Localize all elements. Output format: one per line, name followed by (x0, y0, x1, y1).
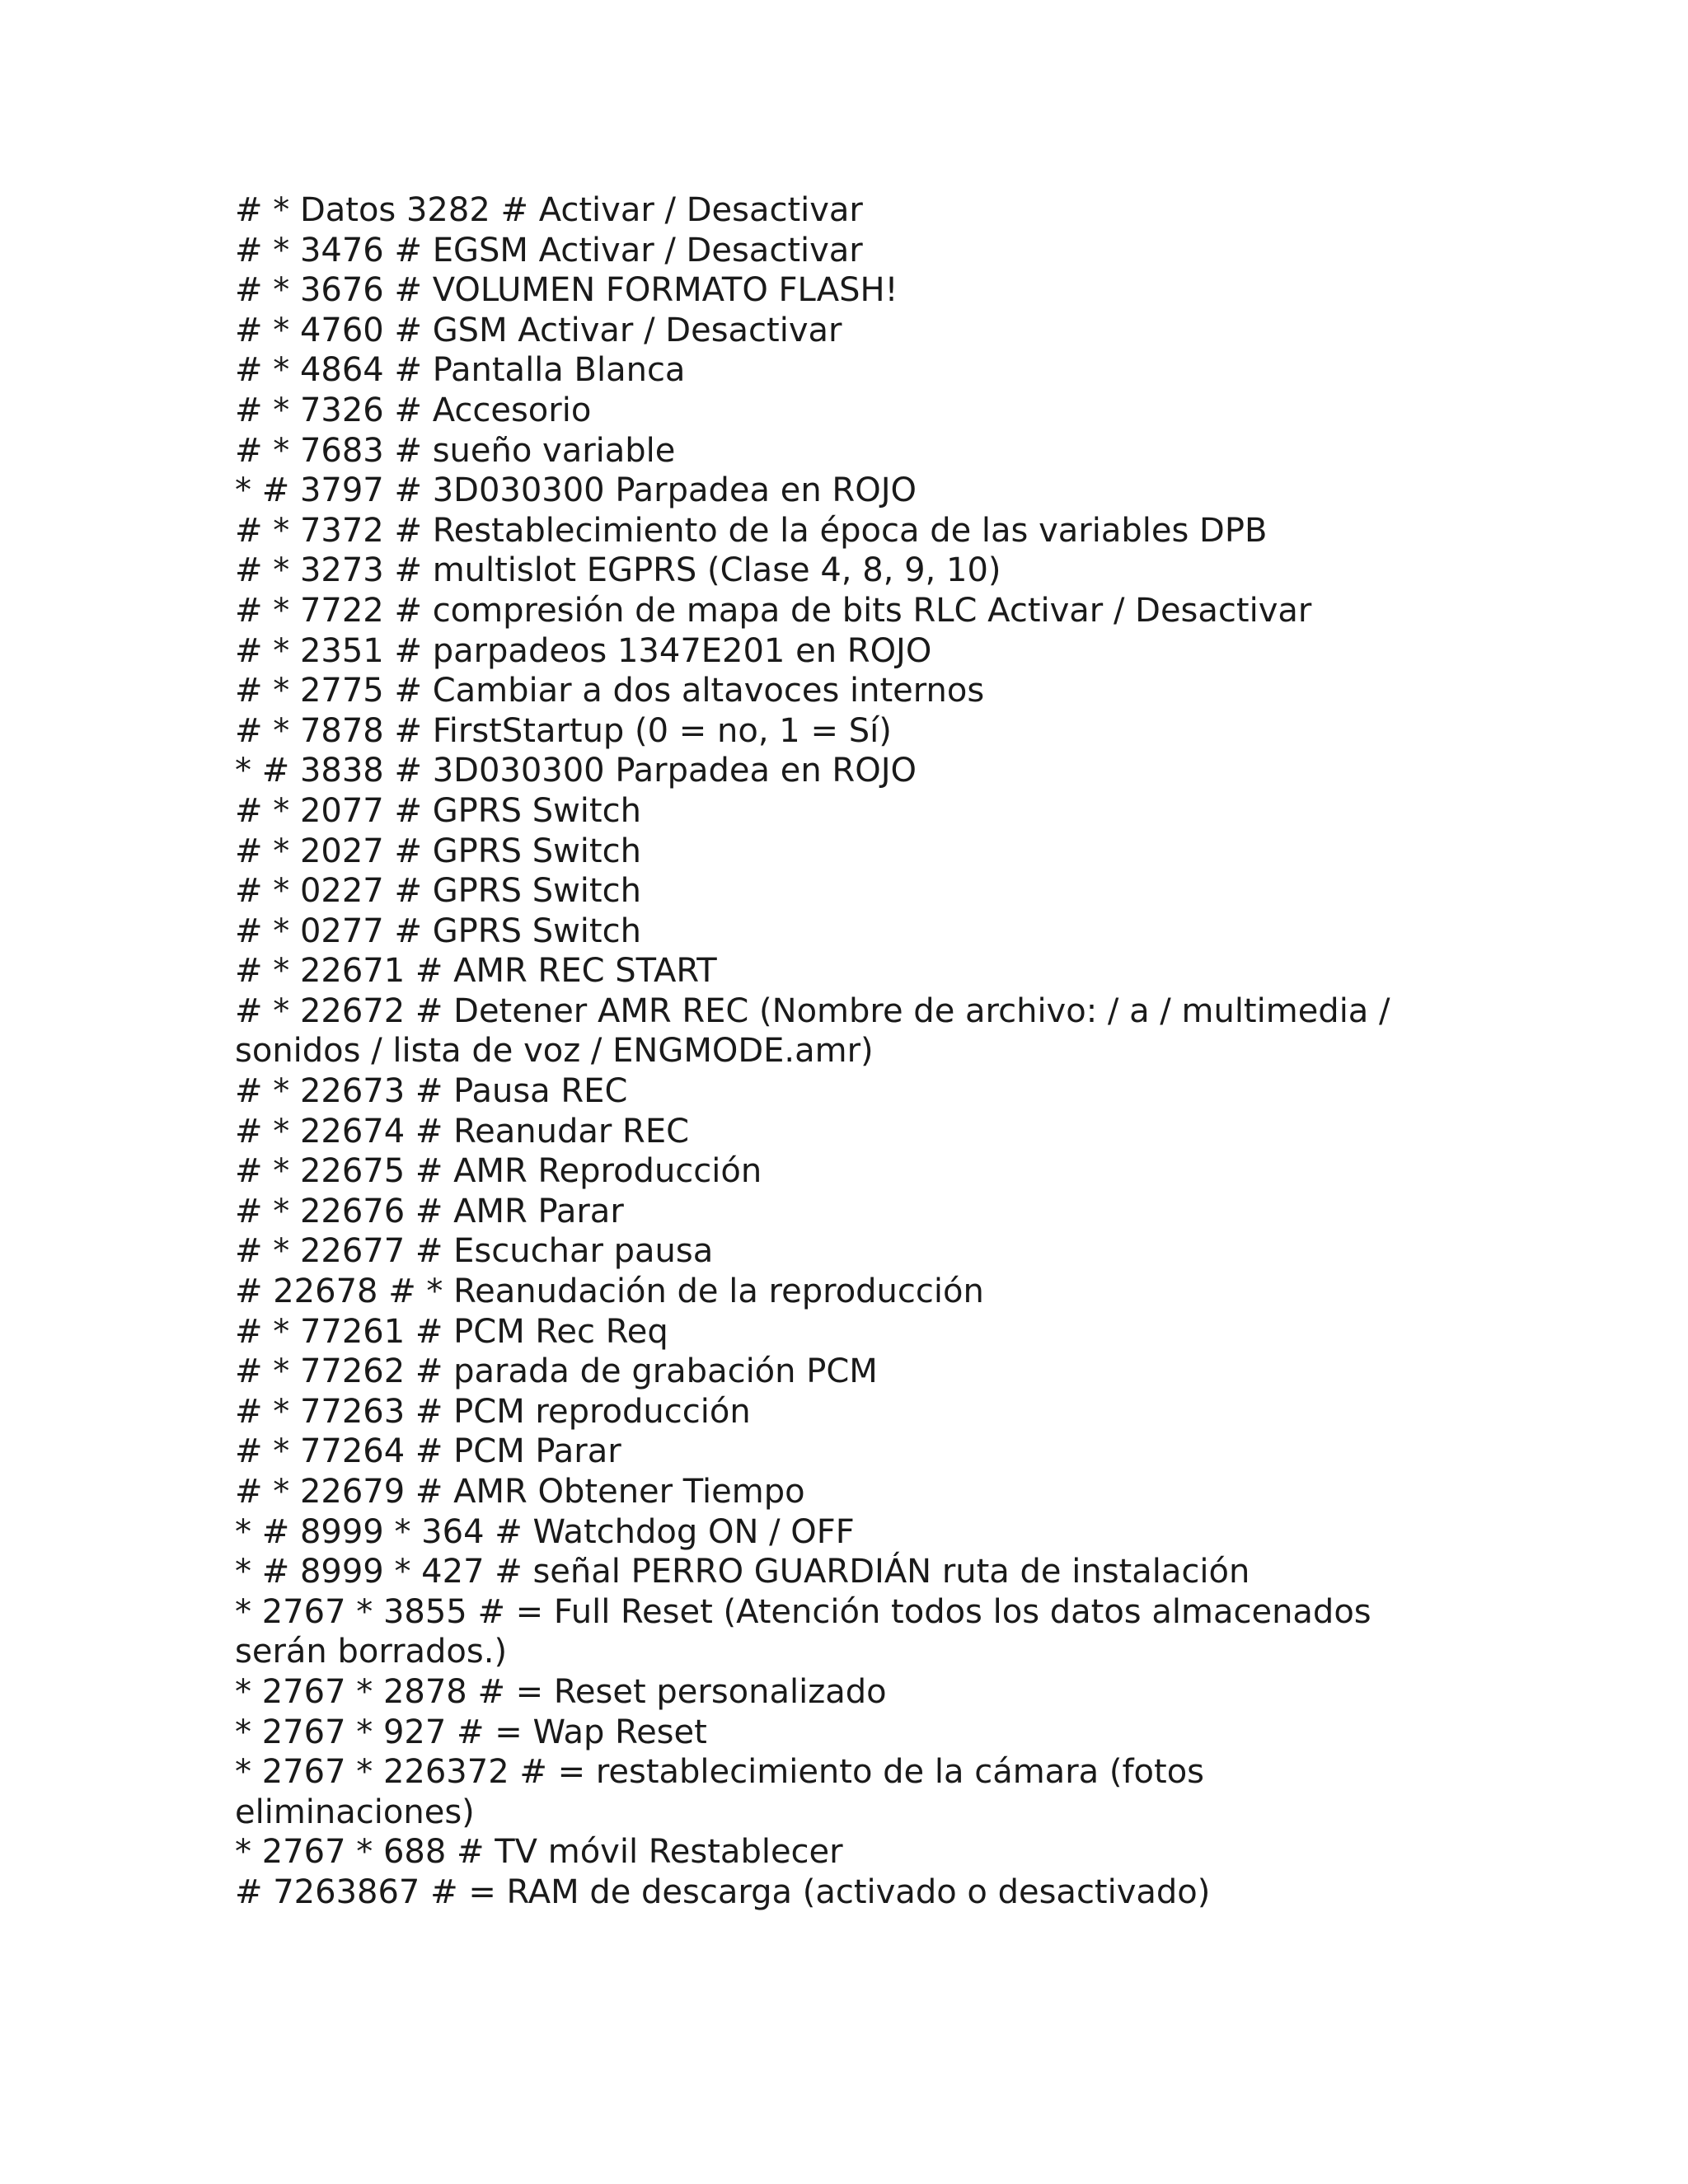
text-line: # * 22671 # AMR REC START (235, 952, 717, 991)
text-line: # * 7878 # FirstStartup (0 = no, 1 = Sí) (235, 711, 892, 750)
text-line: # * 7326 # Accesorio (235, 391, 592, 429)
text-line: # * 3273 # multislot EGPRS (Clase 4, 8, 9, 10) (235, 551, 1001, 590)
text-line: * # 3797 # 3D030300 Parpadea en ROJO (235, 471, 917, 510)
text-line: # * 7372 # Restablecimiento de la época de las variables DPB (235, 511, 1268, 550)
text-line: * # 8999 * 364 # Watchdog ON / OFF (235, 1512, 855, 1551)
text-line: # * 2775 # Cambiar a dos altavoces internos (235, 672, 985, 710)
text-line: * 2767 * 226372 # = restablecimiento de la cámara (fotos (235, 1753, 1205, 1792)
text-line: # * 77261 # PCM Rec Req (235, 1312, 668, 1351)
text-line: # * 22673 # Pausa REC (235, 1072, 628, 1111)
text-line: # * 2077 # GPRS Switch (235, 791, 641, 830)
text-line: # * 22674 # Reanudar REC (235, 1112, 690, 1151)
text-line: # * 3476 # EGSM Activar / Desactivar (235, 231, 863, 269)
text-line: * 2767 * 2878 # = Reset personalizado (235, 1672, 887, 1711)
text-line: # * 4760 # GSM Activar / Desactivar (235, 311, 842, 349)
text-line: # * 77262 # parada de grabación PCM (235, 1352, 878, 1391)
text-line: # 22678 # * Reanudación de la reproducción (235, 1272, 984, 1311)
text-line: # * 7722 # compresión de mapa de bits RLC Activar / Desactivar (235, 591, 1312, 630)
text-line: # * 22672 # Detener AMR REC (Nombre de archivo: / a / multimedia / (235, 991, 1390, 1030)
text-line: # * Datos 3282 # Activar / Desactivar (235, 191, 863, 229)
text-line: # * 4864 # Pantalla Blanca (235, 351, 686, 390)
text-line: # * 3676 # VOLUMEN FORMATO FLASH! (235, 271, 898, 310)
text-line: # * 0277 # GPRS Switch (235, 912, 641, 950)
text-line: # * 0227 # GPRS Switch (235, 872, 641, 911)
code-list (235, 190, 1455, 1913)
text-line: serán borrados.) (235, 1633, 508, 1671)
text-line: # * 77264 # PCM Parar (235, 1432, 621, 1471)
text-line: sonidos / lista de voz / ENGMODE.amr) (235, 1032, 874, 1071)
text-line: * # 8999 * 427 # señal PERRO GUARDIÁN ruta de instalación (235, 1553, 1250, 1591)
text-line: # * 7683 # sueño variable (235, 431, 676, 470)
text-line: * 2767 * 688 # TV móvil Restablecer (235, 1833, 843, 1872)
text-line: # * 22677 # Escuchar pausa (235, 1232, 714, 1271)
text-line: # 7263867 # = RAM de descarga (activado o desactivado) (235, 1872, 1211, 1911)
text-line: * 2767 * 927 # = Wap Reset (235, 1713, 707, 1751)
text-line: eliminaciones) (235, 1793, 475, 1831)
text-line: # * 22676 # AMR Parar (235, 1192, 624, 1230)
text-line: # * 77263 # PCM reproducción (235, 1392, 751, 1431)
text-line: # * 22679 # AMR Obtener Tiempo (235, 1473, 805, 1511)
text-line: # * 2351 # parpadeos 1347E201 en ROJO (235, 631, 932, 670)
text-line: # * 22675 # AMR Reproducción (235, 1152, 762, 1191)
text-line: * # 3838 # 3D030300 Parpadea en ROJO (235, 752, 917, 790)
text-line: # * 2027 # GPRS Switch (235, 832, 641, 870)
text-line: * 2767 * 3855 # = Full Reset (Atención todos los datos almacenados (235, 1592, 1372, 1631)
